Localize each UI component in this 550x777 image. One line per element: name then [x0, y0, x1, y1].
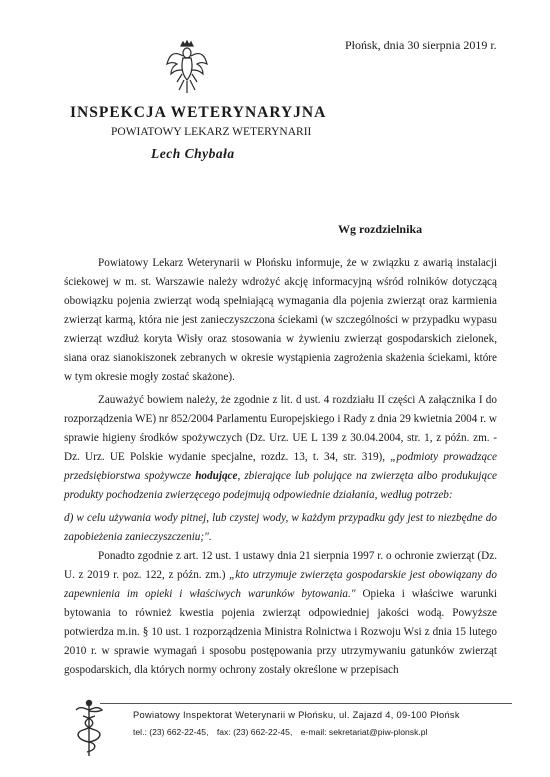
footer-phone: tel.: (23) 662-22-45, — [133, 727, 209, 737]
paragraph-3-quote: „kto utrzymuje zwierzęta gospodarskie jest obowiązany do zapewnienia im opieki i właściwych warunków bytowania." — [64, 569, 497, 600]
caduceus-logo-icon — [70, 698, 108, 760]
footer-email[interactable]: e-mail: sekretariat@piw-plonsk.pl — [300, 727, 428, 737]
footer-divider — [100, 703, 512, 704]
paragraph-2-point-d: d) w celu używania wody pitnej, lub czystej wody, w każdym przypadku gdy jest to niezbędne do zapobieżenia zanieczyszczeniu;". — [64, 512, 497, 543]
footer-institution-address: Powiatowy Inspektorat Weterynarii w Płońsku, ul. Zajazd 4, 09-100 Płońsk — [133, 710, 460, 720]
office-title: POWIATOWY LEKARZ WETERYNARII — [111, 126, 312, 138]
paragraph-2-quote-end: , zbierające lub polujące na zwierzęta albo produkujące produkty pochodzenia zwierzęcego podejmują odpowiednie działania, według potrzeb: — [64, 470, 497, 501]
paragraph-2 — [64, 391, 497, 505]
eagle-emblem-icon — [165, 40, 209, 96]
paragraph-3 — [64, 547, 497, 680]
paragraph-1: Powiatowy Lekarz Weterynarii w Płońsku informuje, że w związku z awarią instalacji ściekowej w m. st. Warszawie należy wdrożyć akcję informacyjną wśród rolników dotyczącą obowiązku pojenia zwierząt wodą spełniającą wymagania dla pojenia zwierząt oraz karmienia zwierząt karmą, która nie jest zanieczyszczona ściekami (w szczególności w przypadku wypasu zwierząt wzdłuż koryta Wisły oraz stosowania w żywieniu zwierząt gospodarskich zielonek, siana oraz sianokiszonek zebranych w okresie wystąpienia zagrożenia skażenia ściekami, które w tym okresie mogły zostać skażone). — [64, 257, 497, 383]
paragraph-3-text-b: Opieka i właściwe warunki bytowania to również kwestia pojenia zwierząt odpowiedniej jakości wodą. Powyższe potwierdza m.in. § 10 ust. 1 rozporządzenia Ministra Rolnictwa i Rozwoju Wsi z dnia 15 lutego 2010 r. w sprawie wymagań i sposobu postępowania przy utrzymywaniu gatunków zwierząt gospodarskich, dla których normy ochrony zostały określone w przepisach — [64, 588, 497, 676]
recipient-line: Wg rozdzielnika — [338, 222, 423, 236]
paragraph-2-quote-bold: hodujące — [195, 470, 238, 482]
organization-name: INSPEKCJA WETERYNARYJNA — [70, 104, 327, 121]
document-date: Płońsk, dnia 30 sierpnia 2019 r. — [345, 38, 497, 52]
footer-contact — [133, 727, 433, 737]
footer-fax: fax: (23) 662-22-45, — [216, 727, 293, 737]
letter-body — [64, 254, 497, 684]
paragraph-3-text-a: Ponadto zgodnie z art. 12 ust. 1 ustawy dnia 21 sierpnia 1997 r. o ochronie zwierząt (Dz. U. z 2019 r. poz. 122, z późn. zm.) — [64, 550, 497, 581]
paragraph-2-text: Zauważyć bowiem należy, że zgodnie z lit. d ust. 4 rozdziału II części A załącznika I do rozporządzenia WE) nr 852/2004 Parlamentu Europejskiego i Rady z dnia 29 kwietnia 2004 r. w sprawie higieny środków spożywczych (Dz. Urz. UE L 139 z 30.04.2004, str. 1, z późn. zm. - Dz. Urz. UE Polskie wydanie specjalne, rozdz. 13, t. 34, str. 319), — [64, 394, 497, 463]
officer-name: Lech Chybała — [151, 146, 235, 161]
paragraph-2-quote-start: „podmioty prowadzące przedsiębiorstwa spożywcze — [64, 451, 497, 482]
